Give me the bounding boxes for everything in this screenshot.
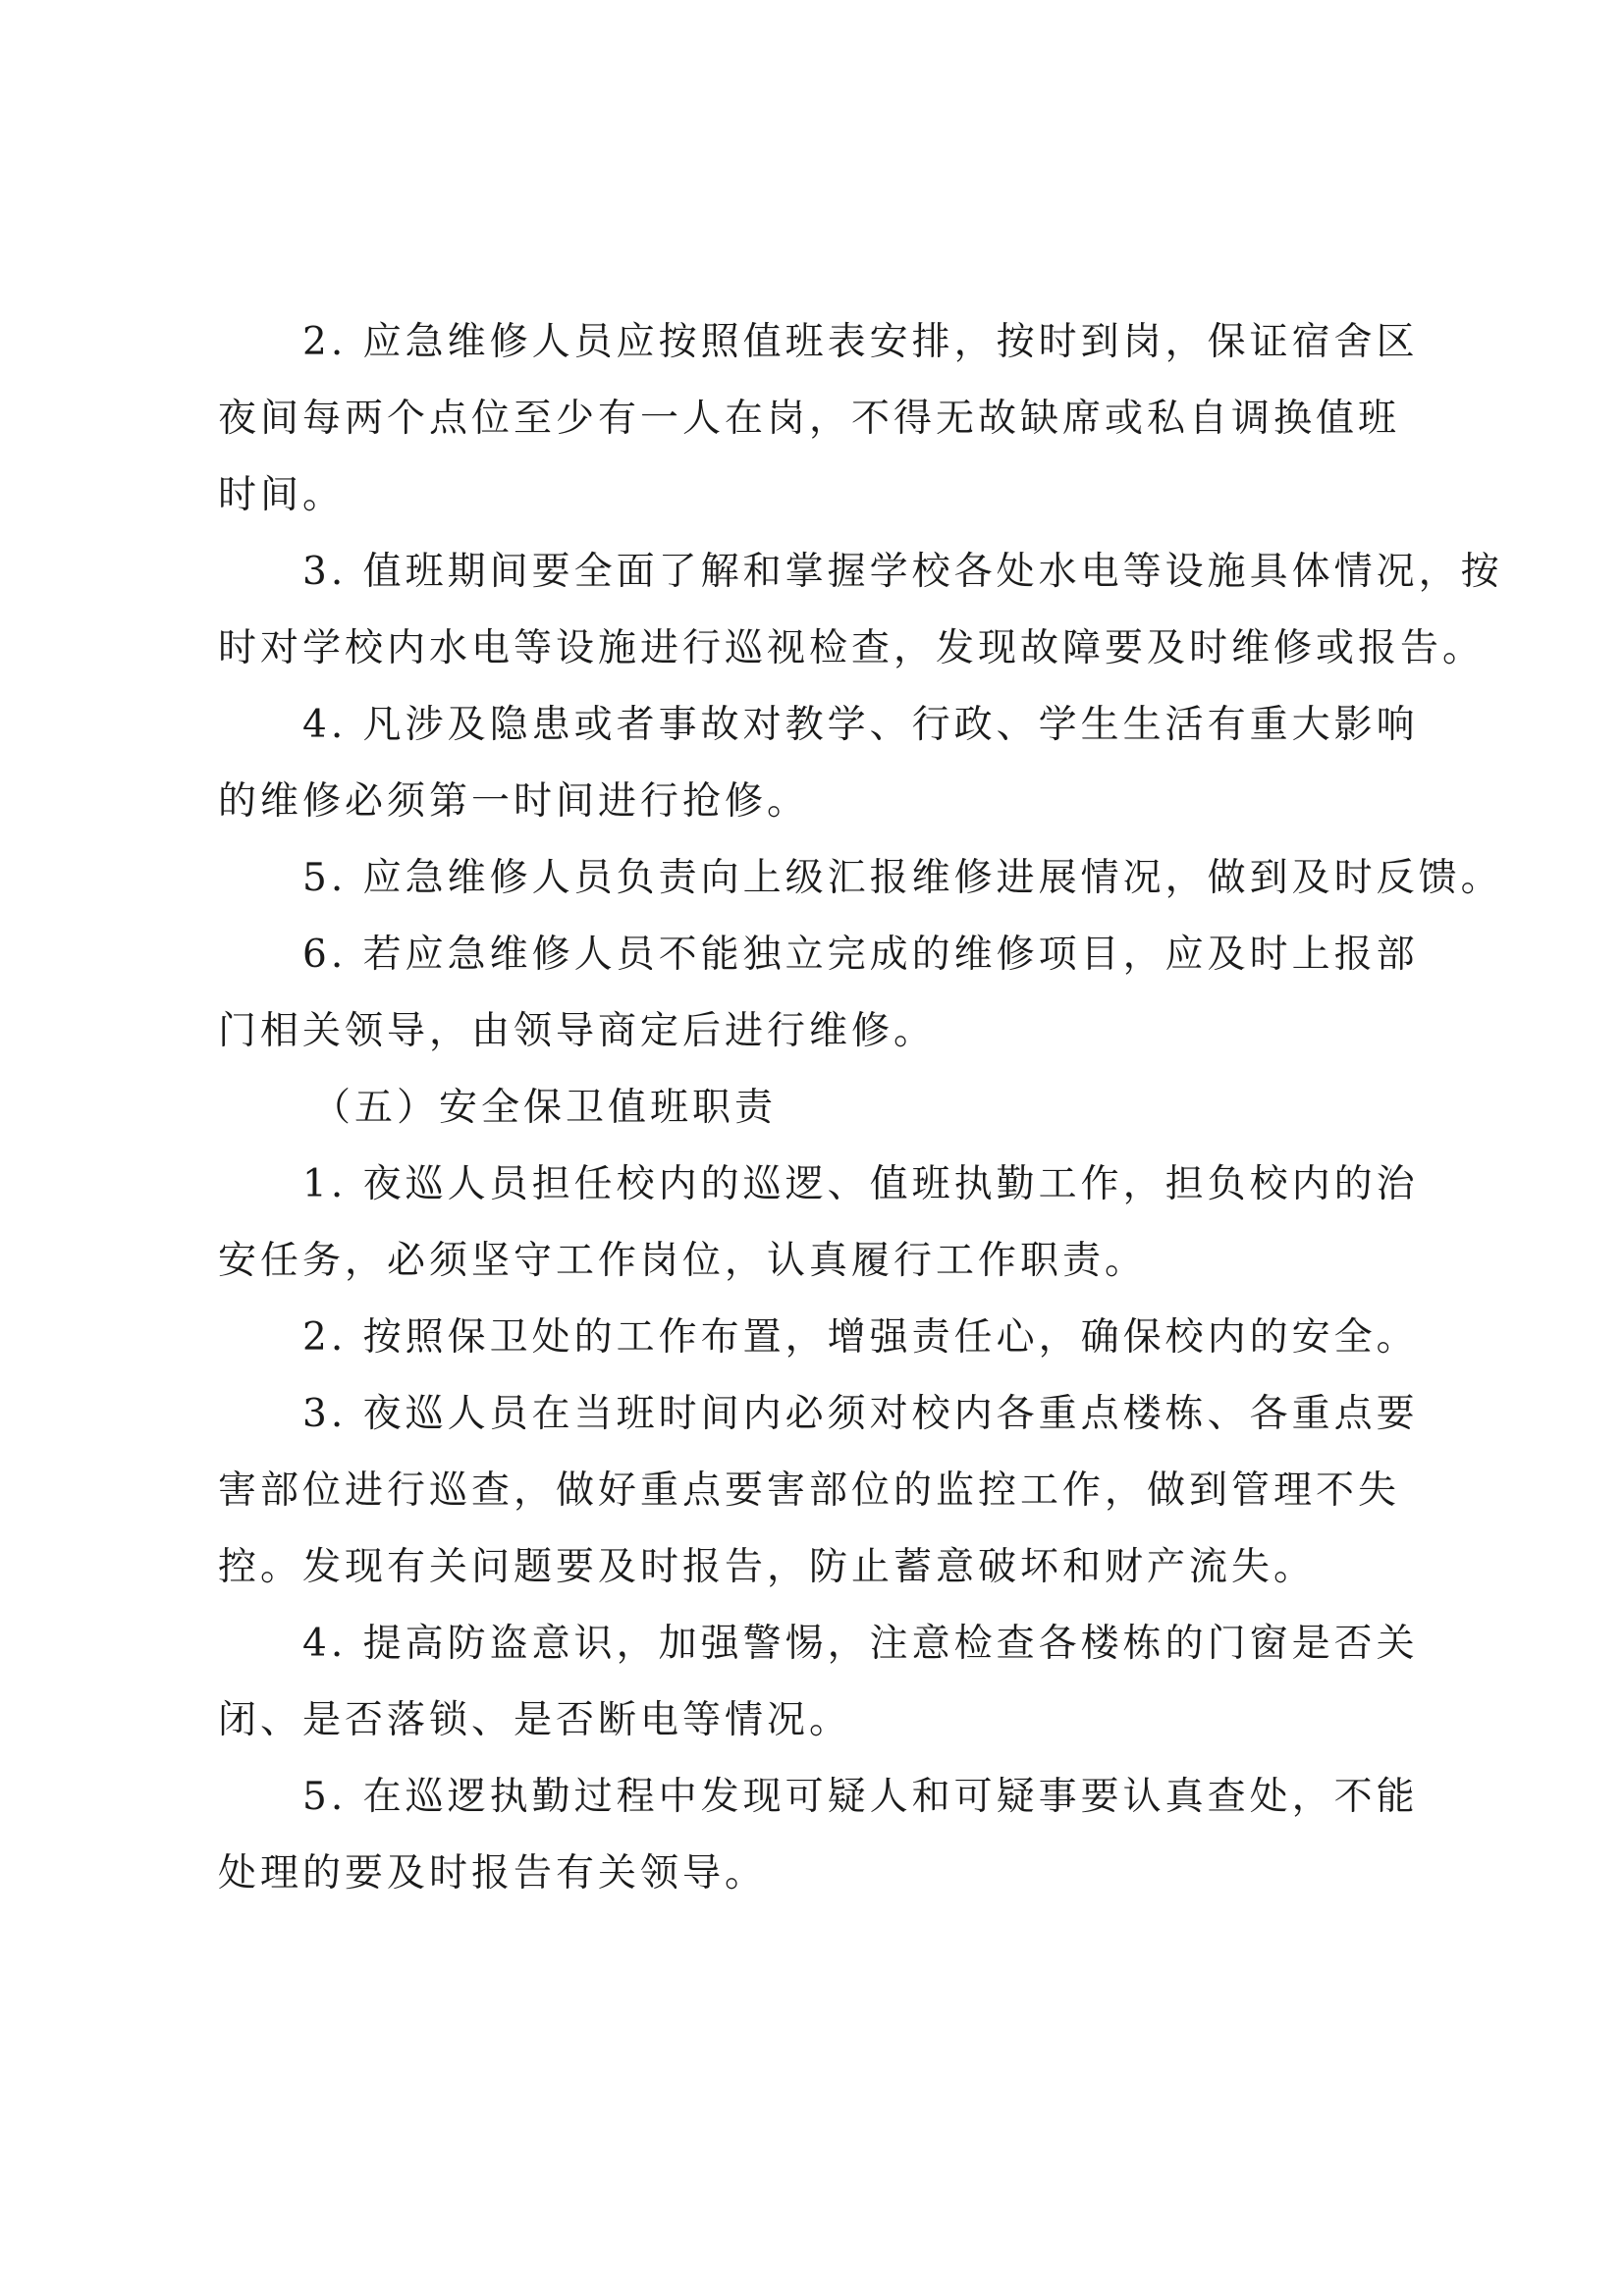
- section-heading: （五）安全保卫值班职责: [312, 1086, 778, 1130]
- text-line: 控。发现有关问题要及时报告，防止蓄意破坏和财产流失。: [218, 1545, 1317, 1589]
- text-line: 3. 值班期间要全面了解和掌握学校各处水电等设施具体情况，按: [302, 550, 1503, 594]
- text-line: 2. 应急维修人员应按照值班表安排，按时到岗，保证宿舍区: [302, 320, 1419, 364]
- text-line: 5. 应急维修人员负责向上级汇报维修进展情况，做到及时反馈。: [302, 856, 1503, 900]
- text-line: 闭、是否落锁、是否断电等情况。: [218, 1698, 852, 1742]
- text-line: 4. 凡涉及隐患或者事故对教学、行政、学生生活有重大影响: [302, 703, 1419, 747]
- document-body: [218, 304, 1503, 1912]
- text-line: 的维修必须第一时间进行抢修。: [218, 779, 810, 824]
- text-line: 害部位进行巡查，做好重点要害部位的监控工作，做到管理不失: [218, 1468, 1401, 1513]
- text-line: 3. 夜巡人员在当班时间内必须对校内各重点楼栋、各重点要: [302, 1392, 1419, 1436]
- text-line: 5. 在巡逻执勤过程中发现可疑人和可疑事要认真查处，不能: [302, 1775, 1419, 1819]
- text-line: 时对学校内水电等设施进行巡视检查，发现故障要及时维修或报告。: [218, 626, 1486, 670]
- text-line: 4. 提高防盗意识，加强警惕，注意检查各楼栋的门窗是否关: [302, 1622, 1419, 1666]
- text-line: 处理的要及时报告有关领导。: [218, 1851, 768, 1896]
- text-line: 2. 按照保卫处的工作布置，增强责任心，确保校内的安全。: [302, 1315, 1419, 1360]
- text-line: 门相关领导，由领导商定后进行维修。: [218, 1009, 937, 1053]
- text-line: 6. 若应急维修人员不能独立完成的维修项目，应及时上报部: [302, 933, 1419, 977]
- text-line: 1. 夜巡人员担任校内的巡逻、值班执勤工作，担负校内的治: [302, 1162, 1419, 1206]
- text-line: 时间。: [218, 473, 346, 517]
- text-line: 夜间每两个点位至少有一人在岗，不得无故缺席或私自调换值班: [218, 397, 1401, 441]
- text-line: 安任务，必须坚守工作岗位，认真履行工作职责。: [218, 1239, 1148, 1283]
